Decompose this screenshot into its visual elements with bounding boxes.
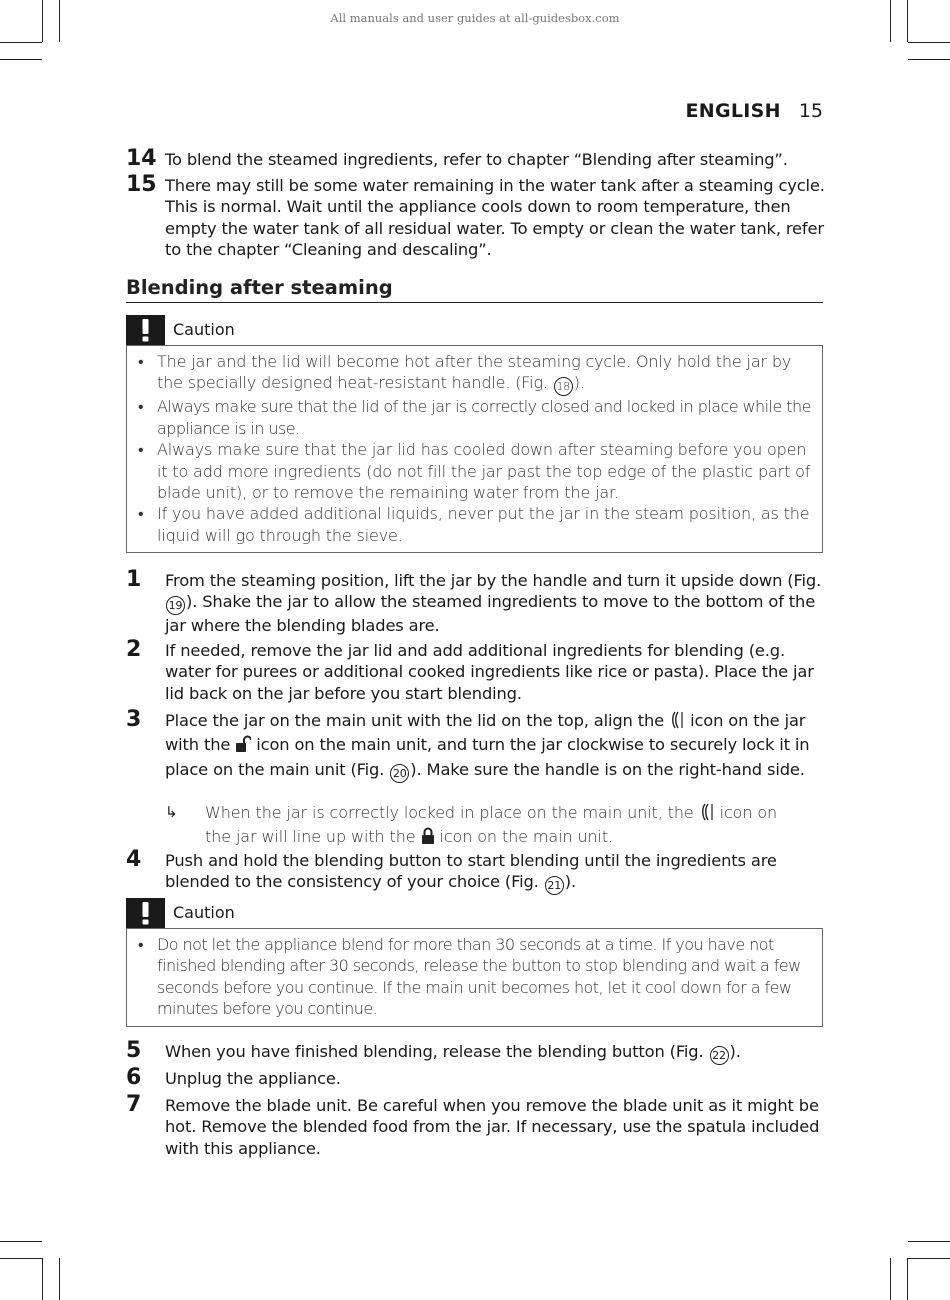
bullet-text: If you have added additional liquids, never put the jar in the steam position, as the liquid will go through the sieve. xyxy=(157,504,810,545)
language-label: ENGLISH xyxy=(685,100,781,122)
step-text xyxy=(165,570,826,637)
caution-label: Caution xyxy=(173,320,235,339)
crop-mark xyxy=(908,1241,950,1242)
step-text-part: ). Make sure the handle is on the right-hand side. xyxy=(410,759,805,779)
caution-bullet xyxy=(135,439,814,503)
crop-mark xyxy=(59,1258,60,1300)
bullet-dot: • xyxy=(138,352,144,371)
figure-reference: 18 xyxy=(554,377,573,396)
result-arrow-icon: ↳ xyxy=(165,803,178,821)
step-text-part: Place the jar on the main unit with the lid on the top, align the xyxy=(165,711,670,730)
locked-padlock-icon xyxy=(421,827,435,850)
step-text xyxy=(165,1041,826,1065)
step-number: 14 xyxy=(126,146,157,171)
step-1 xyxy=(126,567,826,637)
bullet-dot: • xyxy=(138,504,144,524)
step-text-part: From the steaming position, lift the jar by the handle and turn it upside down (Fig. xyxy=(165,571,822,590)
caution-header xyxy=(126,315,823,345)
result-text-part: When the jar is correctly locked in place on the main unit, the xyxy=(205,803,699,822)
step-number: 15 xyxy=(126,172,157,197)
result-text xyxy=(205,802,805,850)
result-text-part: icon on the jar will line up with the xyxy=(205,803,778,846)
step-text-part: icon on the jar with the xyxy=(165,711,806,755)
figure-reference: 21 xyxy=(545,876,564,895)
step-5 xyxy=(126,1038,826,1065)
result-text-part: icon on the main unit. xyxy=(434,827,614,846)
caution-bullet xyxy=(135,396,814,439)
step-text: Unplug the appliance. xyxy=(165,1069,341,1088)
step-2 xyxy=(126,637,826,704)
step-6 xyxy=(126,1065,826,1090)
warning-icon xyxy=(126,898,165,928)
bullet-text: Always make sure that the lid of the jar is correctly closed and locked in place while the appliance is in use. xyxy=(157,397,811,438)
step-14 xyxy=(126,146,826,171)
step-text xyxy=(165,710,826,783)
step-3 xyxy=(126,707,826,783)
caution-bullet xyxy=(135,503,814,546)
crop-mark xyxy=(908,1258,950,1259)
step-number: 6 xyxy=(126,1065,142,1090)
step-number: 7 xyxy=(126,1092,142,1117)
bullet-text: The jar and the lid will become hot after the steaming cycle. Only hold the jar by the specially designed heat-resistant handle. (Fig. xyxy=(157,352,792,393)
step-7 xyxy=(126,1092,826,1159)
crop-mark xyxy=(0,1258,42,1259)
caution-bullet xyxy=(135,351,814,396)
jar-align-icon xyxy=(669,711,685,734)
step-text: If needed, remove the jar lid and add additional ingredients for blending (e.g. water for purees or additional cooked ingredients like rice or pasta). Place the jar lid back on the jar before you start blending. xyxy=(165,641,814,703)
warning-icon xyxy=(126,315,165,345)
crop-mark xyxy=(42,1258,43,1300)
caution-box xyxy=(126,345,823,553)
bullet-text: Always make sure that the jar lid has cooled down after steaming before you open it to add more ingredients (do not fill the jar past the top edge of the plastic part of blade unit), or to remove the remaining water from the jar. xyxy=(157,440,811,503)
caution-bullet xyxy=(135,934,814,1020)
caution-box xyxy=(126,928,823,1027)
caution-label: Caution xyxy=(173,903,235,922)
step-text-part: ). xyxy=(564,872,576,892)
step-text-part: icon on the main unit, and turn the jar clockwise to securely lock it in place on the main unit (Fig. xyxy=(165,735,810,779)
step-number: 5 xyxy=(126,1038,142,1063)
crop-mark xyxy=(908,59,950,60)
figure-reference: 20 xyxy=(390,764,409,783)
caution-header xyxy=(126,898,823,928)
step-15 xyxy=(126,172,826,261)
step-number: 4 xyxy=(126,847,142,872)
crop-mark xyxy=(0,59,42,60)
step-text: Remove the blade unit. Be careful when you remove the blade unit as it might be hot. Remove the blended food from the jar. If necessary, use the spatula included with this appliance. xyxy=(165,1096,820,1158)
bullet-dot: • xyxy=(138,935,144,954)
step-text-part: Push and hold the blending button to start blending until the ingredients are blended to the consistency of your choice (Fig. xyxy=(165,851,777,892)
step-text: There may still be some water remaining in the water tank after a steaming cycle. This is normal. Wait until the appliance cools down to room temperature, then empty the water tank of all residual water. To empty or clean the water tank, refer to the chapter “Cleaning and descaling”. xyxy=(165,176,825,260)
figure-reference: 22 xyxy=(710,1046,729,1065)
page-header xyxy=(685,100,823,122)
crop-mark xyxy=(890,1258,891,1300)
step-4 xyxy=(126,847,826,895)
crop-mark xyxy=(0,42,42,43)
crop-mark xyxy=(908,42,950,43)
step-number: 3 xyxy=(126,707,142,732)
step-3-result xyxy=(165,802,805,850)
step-text: To blend the steamed ingredients, refer to chapter “Blending after steaming”. xyxy=(165,150,788,169)
jar-align-icon xyxy=(699,803,715,826)
bullet-dot: • xyxy=(138,397,144,417)
page-number: 15 xyxy=(798,100,823,122)
step-text xyxy=(165,850,826,895)
crop-mark xyxy=(907,1258,908,1300)
unlocked-padlock-icon xyxy=(235,735,251,758)
bullet-text: Do not let the appliance blend for more than 30 seconds at a time. If you have not finished blending after 30 seconds, release the button to stop blending and wait a few seconds before you continue. If the main unit becomes hot, let it cool down for a few minutes before you continue. xyxy=(157,935,801,1019)
figure-reference: 19 xyxy=(166,596,185,615)
step-text-part: When you have finished blending, release the blending button (Fig. xyxy=(165,1042,709,1061)
step-text-part: ). Shake the jar to allow the steamed ingredients to move to the bottom of the jar where the blending blades are. xyxy=(165,592,816,636)
step-number: 1 xyxy=(126,567,142,592)
bullet-text: ). xyxy=(573,373,585,393)
section-title: Blending after steaming xyxy=(126,276,823,303)
watermark: All manuals and user guides at all-guidesbox.com xyxy=(330,11,620,25)
step-number: 2 xyxy=(126,637,142,662)
crop-mark xyxy=(0,1241,42,1242)
step-text-part: ). xyxy=(729,1042,741,1061)
bullet-dot: • xyxy=(138,440,144,460)
